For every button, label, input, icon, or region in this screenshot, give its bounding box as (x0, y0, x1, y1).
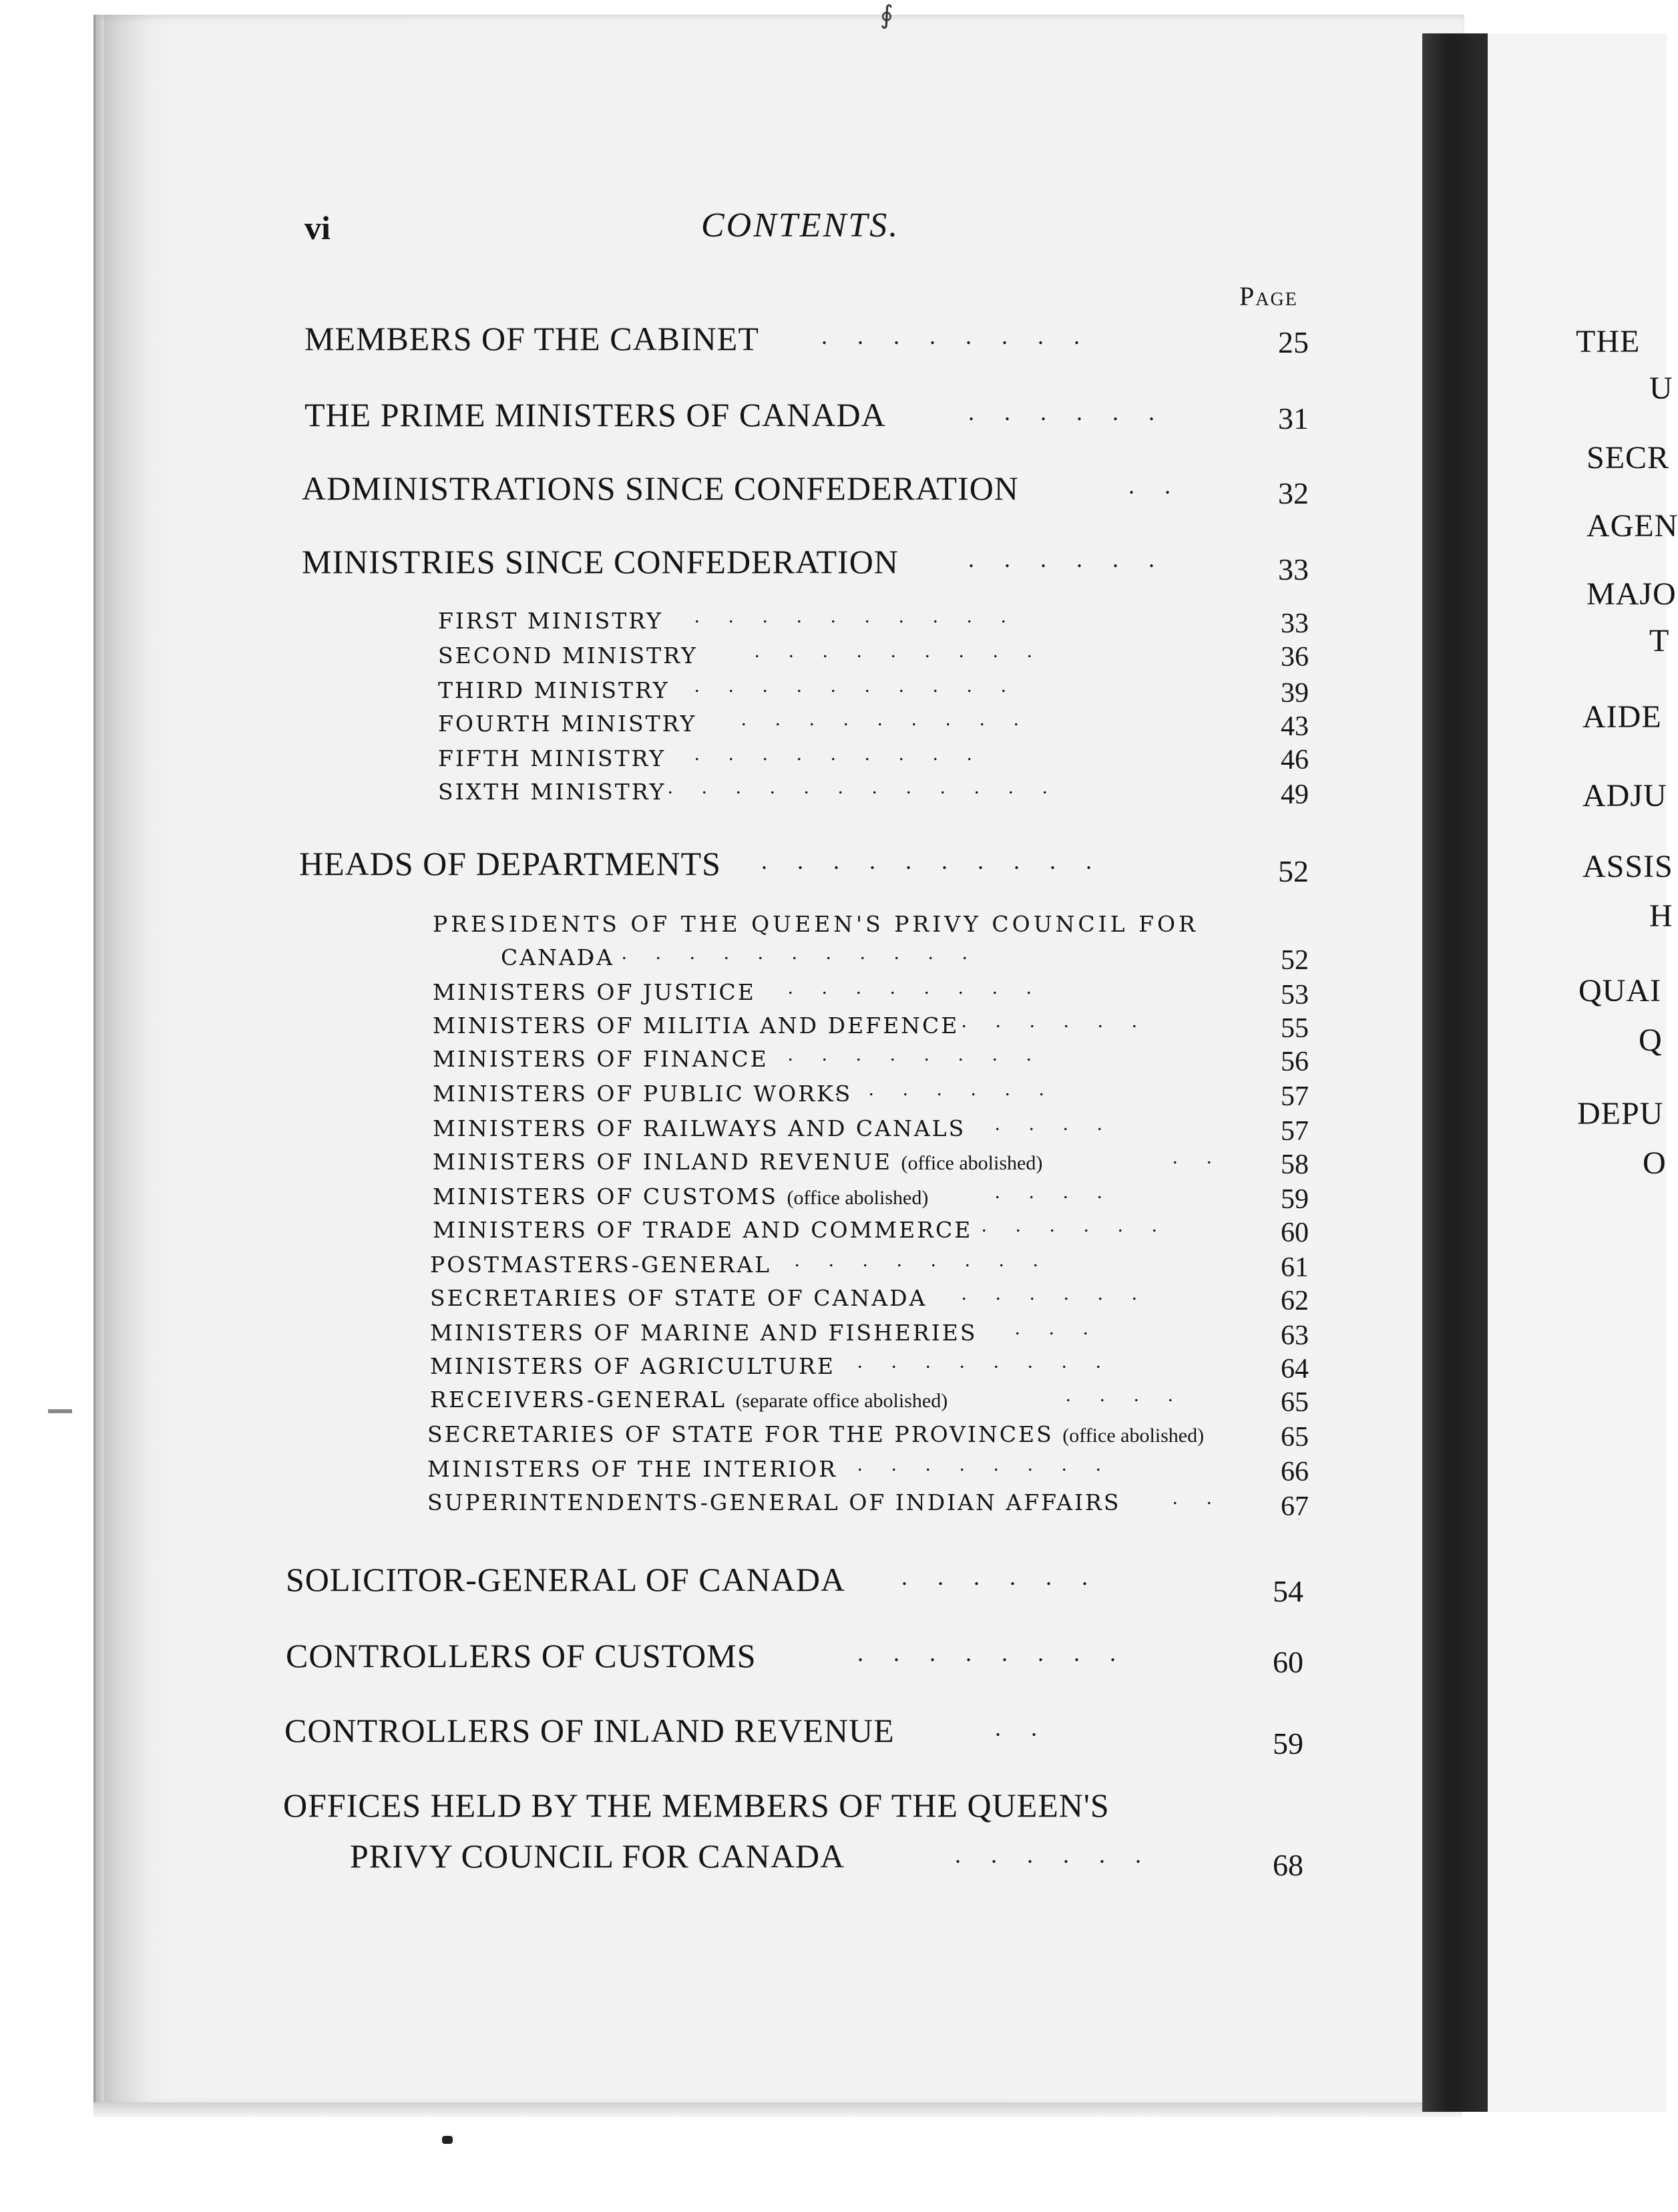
right-page-fragment: U (1649, 371, 1673, 406)
toc-entry-solicitor-general: SOLICITOR-GENERAL OF CANADA (286, 1561, 846, 1598)
right-page-fragment: SECR (1587, 440, 1670, 476)
toc-entry-heads-of-departments: HEADS OF DEPARTMENTS (299, 845, 721, 882)
right-page-fragment: O (1643, 1145, 1667, 1181)
entry-label: RECEIVERS-GENERAL (430, 1387, 727, 1413)
running-title: CONTENTS. (701, 206, 900, 244)
entry-label: MINISTERS OF INLAND REVENUE (433, 1149, 892, 1175)
dot-leader: . . . . . . (901, 1563, 1100, 1590)
toc-entry-offices-held-line2: PRIVY COUNCIL FOR CANADA (350, 1837, 845, 1875)
dot-leader: . . . . . . . . . . (694, 675, 1018, 697)
page-ref: 33 (1278, 552, 1309, 586)
toc-subentry-finance: MINISTERS OF FINANCE (433, 1046, 769, 1072)
toc-entry-prime-ministers: THE PRIME MINISTERS OF CANADA (304, 396, 886, 433)
dot-leader: . . . . . . . . . (755, 640, 1044, 662)
toc-subentry-presidents-line2: CANADA (501, 944, 615, 970)
dot-leader: . . . . . . . . . (741, 708, 1031, 730)
dot-leader: . . . (1015, 1317, 1100, 1339)
page-ref: 59 (1273, 1726, 1303, 1761)
dot-leader: . . . . . . . . . . . . (588, 942, 980, 964)
toc-subentry-postmasters: POSTMASTERS-GENERAL (430, 1252, 772, 1278)
toc-subentry-fifth-ministry: FIFTH MINISTRY (438, 745, 666, 771)
toc-entry-ministries: MINISTRIES SINCE CONFEDERATION (302, 543, 899, 580)
toc-subentry-justice: MINISTERS OF JUSTICE (433, 979, 756, 1005)
right-page-fragment: AGEN (1587, 508, 1678, 544)
toc-subentry-inland-revenue (433, 1149, 1042, 1175)
dot-leader: . . . . . . . . (857, 1350, 1113, 1372)
page-ref: 54 (1273, 1574, 1303, 1608)
page-column-label: Page (1239, 281, 1298, 311)
dot-leader: . . . . . . . . . . (694, 605, 1018, 627)
dot-leader: . . . . . . . . (788, 1043, 1044, 1065)
dot-leader: . . . . . . . . . (694, 743, 984, 765)
page-ref: 60 (1281, 1218, 1309, 1248)
entry-note: (office abolished) (787, 1187, 929, 1209)
toc-subentry-fourth-ministry: FOURTH MINISTRY (438, 711, 697, 737)
dot-leader: . . . . . . (968, 399, 1167, 425)
page-ref: 55 (1281, 1013, 1309, 1044)
ink-speck (48, 1409, 72, 1413)
page-ref: 61 (1281, 1252, 1309, 1283)
dot-leader: . . . . (995, 1181, 1114, 1203)
page-ref: 68 (1273, 1848, 1303, 1882)
toc-entry-administrations: ADMINISTRATIONS SINCE CONFEDERATION (302, 470, 1019, 507)
toc-subentry-receivers-general (430, 1387, 948, 1413)
page-ref: 49 (1281, 779, 1309, 810)
toc-entry-controllers-inland-revenue: CONTROLLERS OF INLAND REVENUE (284, 1712, 895, 1749)
toc-subentry-railways: MINISTERS OF RAILWAYS AND CANALS (433, 1115, 966, 1141)
dot-leader: . . . . . . (982, 1214, 1169, 1236)
toc-subentry-indian-affairs: SUPERINTENDENTS-GENERAL OF INDIAN AFFAIRS (427, 1489, 1121, 1515)
page-ref: 25 (1278, 325, 1309, 359)
entry-note: (office abolished) (901, 1152, 1043, 1174)
toc-entry-controllers-customs: CONTROLLERS OF CUSTOMS (286, 1637, 757, 1674)
right-page-fragment: AIDE (1583, 699, 1662, 735)
entry-label: SECRETARIES OF STATE FOR THE PROVINCES (427, 1421, 1054, 1447)
right-page-fragment: T (1649, 623, 1670, 659)
page-ref: 57 (1281, 1081, 1309, 1112)
right-page-fragment: ADJU (1583, 778, 1667, 813)
dot-leader: . . (1173, 1146, 1224, 1168)
toc-entry-cabinet: MEMBERS OF THE CABINET (304, 320, 759, 357)
dot-leader: . . . . (1066, 1384, 1185, 1406)
dot-leader: . . . . . . (962, 1010, 1149, 1032)
toc-subentry-interior: MINISTERS OF THE INTERIOR (427, 1456, 837, 1482)
ink-speck (442, 2136, 453, 2144)
page-ref: 43 (1281, 711, 1309, 742)
page-ref: 39 (1281, 678, 1309, 709)
page-ref: 52 (1278, 854, 1309, 888)
entry-note: (separate office abolished) (735, 1390, 948, 1412)
page-ref: 63 (1281, 1320, 1309, 1351)
dot-leader: . . . . . . . . (857, 1640, 1128, 1666)
page-ref: 65 (1281, 1387, 1309, 1418)
page-ref: 46 (1281, 745, 1309, 775)
page-ref: 60 (1273, 1645, 1303, 1679)
dot-leader: . . . . . . . . (795, 1249, 1050, 1271)
right-page-fragment: Q (1639, 1023, 1663, 1058)
toc-subentry-agriculture: MINISTERS OF AGRICULTURE (430, 1353, 835, 1379)
page-ref: 53 (1281, 980, 1309, 1010)
toc-subentry-secretaries-of-state: SECRETARIES OF STATE OF CANADA (430, 1285, 927, 1311)
toc-subentry-second-ministry: SECOND MINISTRY (438, 642, 698, 669)
dot-leader: . . . . . . (962, 1282, 1149, 1304)
entry-label: MINISTERS OF CUSTOMS (433, 1183, 778, 1210)
page-ref: 32 (1278, 476, 1309, 510)
page-ref: 56 (1281, 1047, 1309, 1077)
toc-subentry-public-works: MINISTERS OF PUBLIC WORKS (433, 1081, 853, 1107)
toc-subentry-secretaries-provinces (427, 1421, 1204, 1447)
right-page-fragment: H (1649, 898, 1673, 934)
page-ref: 57 (1281, 1116, 1309, 1147)
toc-subentry-first-ministry: FIRST MINISTRY (438, 608, 663, 634)
dot-leader: . . . . . . . . (857, 1453, 1113, 1475)
dot-leader: . . . . . . . . (821, 323, 1092, 349)
dot-leader: . . (995, 1714, 1049, 1741)
dot-leader: . . . . . . (955, 1841, 1153, 1868)
toc-subentry-marine-fisheries: MINISTERS OF MARINE AND FISHERIES (430, 1320, 978, 1346)
toc-entry-offices-held: OFFICES HELD BY THE MEMBERS OF THE QUEEN'S (283, 1787, 1110, 1824)
page-ref: 36 (1281, 642, 1309, 673)
entry-note: (office abolished) (1062, 1425, 1205, 1447)
toc-subentry-presidents: PRESIDENTS OF THE QUEEN'S PRIVY COUNCIL FOR (433, 911, 1199, 937)
right-page-fragment: MAJO (1587, 576, 1677, 612)
page-ref: 67 (1281, 1491, 1309, 1522)
dot-leader: . . . . (995, 1113, 1114, 1135)
page-ref: 31 (1278, 401, 1309, 435)
page-bottom-shadow (93, 2102, 1462, 2117)
page-ref: 66 (1281, 1457, 1309, 1487)
page-ref: 62 (1281, 1286, 1309, 1316)
toc-subentry-third-ministry: THIRD MINISTRY (438, 677, 670, 703)
page-number: vi (304, 209, 331, 246)
page-ref: 52 (1281, 945, 1309, 976)
page-ref: 65 (1281, 1422, 1309, 1453)
dot-leader: . . (1173, 1487, 1224, 1509)
page-ref: 58 (1281, 1149, 1309, 1180)
toc-subentry-sixth-ministry: SIXTH MINISTRY (438, 779, 666, 805)
dot-leader: . . . . . . . . . . . . (668, 776, 1060, 798)
toc-subentry-militia: MINISTERS OF MILITIA AND DEFENCE (433, 1012, 960, 1039)
right-page-fragment: ASSIS (1583, 849, 1673, 884)
dot-leader: . . . . . . . . (788, 976, 1044, 998)
page-ref: 64 (1281, 1354, 1309, 1385)
page-ref: 33 (1281, 608, 1309, 639)
right-page-fragment: DEPU (1577, 1096, 1664, 1131)
dot-leader: . . . . . . (968, 546, 1167, 572)
toc-subentry-customs (433, 1183, 928, 1210)
right-page-fragment: THE (1576, 324, 1641, 359)
right-page-fragment: QUAI (1579, 973, 1661, 1008)
dot-leader: . . (1128, 472, 1183, 499)
page-ref: 59 (1281, 1184, 1309, 1215)
page-gutter-shadow (104, 15, 151, 2106)
book-spine (1422, 33, 1489, 2112)
binding-mark-icon: ∮ (880, 0, 893, 29)
toc-subentry-trade-commerce: MINISTERS OF TRADE AND COMMERCE (433, 1217, 973, 1243)
dot-leader: . . . . . . . . . . (761, 848, 1104, 874)
dot-leader: . . . . . . . (835, 1078, 1056, 1100)
